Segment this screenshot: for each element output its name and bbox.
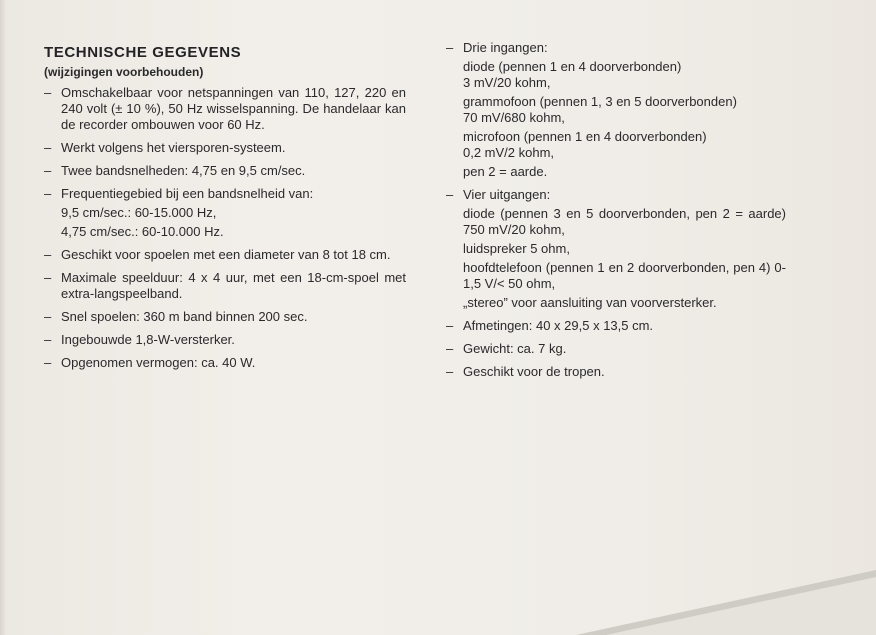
- spec-item-text: Frequentiegebied bij een bandsnelheid van:: [61, 186, 314, 201]
- spec-subgroup: [463, 206, 786, 238]
- spec-item-text: Omschakelbaar voor netspanningen van 110, 127, 220 en 240 volt (± 10 %), 50 Hz wisselspanning. De handelaar kan de recorder ombouwen voor 60 Hz.: [61, 85, 406, 132]
- spec-subline: diode (pennen 1 en 4 doorverbonden): [463, 59, 682, 74]
- spec-item: – Afmetingen: 40 x 29,5 x 13,5 cm.: [446, 318, 786, 334]
- spec-subline: grammofoon (pennen 1, 3 en 5 doorverbonden): [463, 94, 737, 109]
- spec-item: – Snel spoelen: 360 m band binnen 200 sec.: [44, 309, 406, 325]
- spec-subline: 4,75 cm/sec.: 60-10.000 Hz.: [61, 224, 224, 239]
- spec-item: – Opgenomen vermogen: ca. 40 W.: [44, 355, 406, 371]
- page-title: TECHNISCHE GEGEVENS: [44, 44, 242, 61]
- spec-item-text: Geschikt voor de tropen.: [463, 364, 605, 379]
- spec-item-text: Ingebouwde 1,8-W-versterker.: [61, 332, 235, 347]
- spec-item-text: Afmetingen: 40 x 29,5 x 13,5 cm.: [463, 318, 654, 333]
- spec-subline: 70 mV/680 kohm,: [463, 110, 565, 125]
- spec-subline: hoofdtelefoon (pennen 1 en 2 doorverbonden, pen 4) 0-1,5 V/< 50 ohm,: [463, 260, 786, 291]
- spec-item-text: Maximale speelduur: 4 x 4 uur, met een 18-cm-spoel met extra-langspeelband.: [61, 270, 406, 301]
- spec-item-text: Geschikt voor spoelen met een diameter van 8 tot 18 cm.: [61, 247, 391, 262]
- spec-item: – Drie ingangen: diode (pennen 1 en 4 doorverbonden) 3 mV/20 kohm, grammofoon (pennen 1, 3 en 5 doorverbonden) 70 mV/680 kohm, microfoon (pennen 1 en 4 doorverbonden) 0,2 mV/2 kohm, pen 2 = aarde.: [446, 40, 786, 180]
- spec-subgroup: [463, 94, 786, 126]
- spec-subline: 3 mV/20 kohm,: [463, 75, 551, 90]
- right-column: [446, 40, 786, 387]
- spec-item-text: Drie ingangen:: [463, 40, 548, 55]
- spec-item: – Twee bandsnelheden: 4,75 en 9,5 cm/sec.: [44, 163, 406, 179]
- spec-item: – Vier uitgangen: diode (pennen 3 en 5 doorverbonden, pen 2 = aarde) 750 mV/20 kohm, luidspreker 5 ohm, hoofdtelefoon (pennen 1 en 2 doorverbonden, pen 4) 0-1,5 V/< 50 ohm, „stereo” voor aansluiting van voorversterker.: [446, 187, 786, 310]
- spec-subgroup: [463, 260, 786, 292]
- page-corner-fold: [576, 565, 876, 635]
- spec-item-text: Opgenomen vermogen: ca. 40 W.: [61, 355, 256, 370]
- spec-item: – Geschikt voor de tropen.: [446, 364, 786, 380]
- spec-item: – Ingebouwde 1,8-W-versterker.: [44, 332, 406, 348]
- spec-item: – Werkt volgens het viersporen-systeem.: [44, 140, 406, 156]
- spec-list-right: [446, 40, 786, 380]
- spec-subline: pen 2 = aarde.: [463, 164, 548, 179]
- spec-subline: microfoon (pennen 1 en 4 doorverbonden): [463, 129, 707, 144]
- spec-subgroup: [463, 59, 786, 91]
- spec-subgroup: [463, 241, 786, 257]
- spec-item-text: Twee bandsnelheden: 4,75 en 9,5 cm/sec.: [61, 163, 306, 178]
- spec-list-left: [44, 85, 406, 371]
- spec-item-text: Werkt volgens het viersporen-systeem.: [61, 140, 286, 155]
- spec-subline: luidspreker 5 ohm,: [463, 241, 570, 256]
- spec-item: – Gewicht: ca. 7 kg.: [446, 341, 786, 357]
- left-column: [44, 40, 406, 378]
- spec-subline: 0,2 mV/2 kohm,: [463, 145, 555, 160]
- spec-subline: 9,5 cm/sec.: 60-15.000 Hz,: [61, 205, 217, 220]
- spec-subline: „stereo” voor aansluiting van voorversterker.: [463, 295, 717, 310]
- spec-item-text: Vier uitgangen:: [463, 187, 551, 202]
- spec-item: – Omschakelbaar voor netspanningen van 110, 127, 220 en 240 volt (± 10 %), 50 Hz wisselspanning. De handelaar kan de recorder ombouwen voor 60 Hz.: [44, 85, 406, 132]
- spec-subgroup: [463, 295, 786, 311]
- spec-subgroup: [463, 129, 786, 161]
- spec-item: – Frequentiegebied bij een bandsnelheid van: 9,5 cm/sec.: 60-15.000 Hz, 4,75 cm/sec.: 60-10.000 Hz.: [44, 186, 406, 240]
- spec-item-text: Gewicht: ca. 7 kg.: [463, 341, 567, 356]
- spec-item: – Geschikt voor spoelen met een diameter van 8 tot 18 cm.: [44, 247, 406, 263]
- spec-subgroup: [463, 164, 786, 180]
- page-edge-shadow: [0, 0, 6, 635]
- spec-item: – Maximale speelduur: 4 x 4 uur, met een 18-cm-spoel met extra-langspeelband.: [44, 270, 406, 301]
- page-subtitle: (wijzigingen voorbehouden): [44, 65, 204, 79]
- spec-item-text: Snel spoelen: 360 m band binnen 200 sec.: [61, 309, 308, 324]
- spec-subline: diode (pennen 3 en 5 doorverbonden, pen 2 = aarde) 750 mV/20 kohm,: [463, 206, 786, 237]
